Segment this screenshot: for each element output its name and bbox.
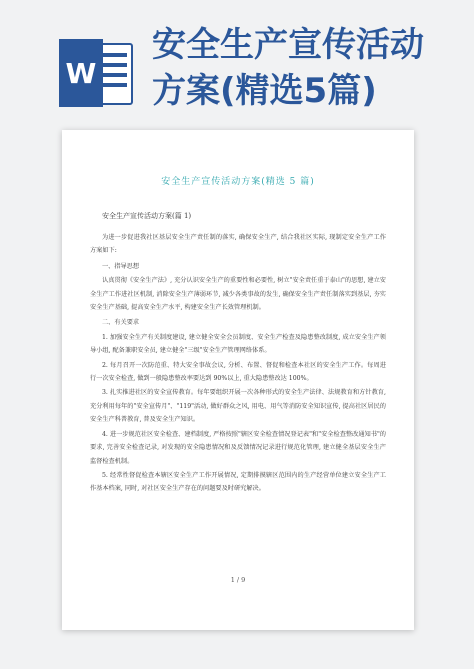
paragraph-item-3: 3. 扎实推进社区的安全宣传教育。每年要组织开展一次各种形式的安全生产法律、法规教育和方针教育, 充分利用每年的"安全宣传月"、"119"活动, 做好群众之风, 用电、用气等消防安全知识宣传, 提高社区居民的安全生产科普教育, 普及安全生产知识。 xyxy=(90,389,386,424)
paragraph-item-5: 5. 经常性督促检查本辖区安全生产工作开展情况, 定期排摸辖区范围内的生产经营单位建立安全生产工作基本档案, 同时, 对社区安全生产存在的问题要及时研究解决。 xyxy=(90,471,386,493)
word-badge: W xyxy=(59,39,103,107)
paragraph-item-1: 1. 加强安全生产有关制度建设, 建立健全安全会员制度、安全生产检查及隐患整改制度, 成立安全生产领导小组, 配备兼职安全员, 建立健全"三级"安全生产管理网络体系。 xyxy=(90,333,386,355)
word-document-icon xyxy=(59,39,137,107)
document-subtitle: 安全生产宣传活动方案(篇 1) xyxy=(102,212,192,220)
section-heading-2: 二、有关要求 xyxy=(102,319,140,327)
document-lines-icon xyxy=(103,53,127,93)
paragraph-guideline: 认真贯彻《安全生产法》, 充分认识安全生产的重要性和必要性, 树立"安全责任重于泰山"的思想, 建立安全生产工作进社区机制, 消除安全生产薄弱环节, 减少各类事故的发生, 确保安全生产责任制落实到基层, 夯实安全生产基础, 提高安全生产水平, 构建安全生产长效管理机制。 xyxy=(90,277,386,312)
banner-title-line-1: 安全生产宣传活动 xyxy=(152,25,424,65)
banner-title-line-2: 方案(精选5篇) xyxy=(152,71,377,111)
paragraph-item-2: 2. 每月召开一次防范重、特大安全事故会议, 分析、布置、督促和检查本社区的安全生产工作。每周进行一次安全检查, 做到一般隐患整改率要达到 90%以上, 重大隐患整改达 100%。 xyxy=(90,361,386,383)
paragraph-intro: 为进一步促进我社区基层安全生产责任制的落实, 确保安全生产, 结合我社区实际, 现制定安全生产工作方案如下: xyxy=(90,234,386,255)
section-heading-1: 一、指导思想 xyxy=(102,262,140,270)
paragraph-item-4: 4. 进一步规范社区安全检查、建档制度, 严格按照"辖区安全检查情况登记表"和"安全检查整改通知书"的要求, 完善安全检查记录, 对发现的安全隐患情况和及反馈情况记录进行规范化管理, 建立健全基层安全生产监督检查机制。 xyxy=(90,430,386,465)
page-number: 1 / 9 xyxy=(230,576,246,584)
document-page xyxy=(62,130,414,630)
document-title: 安全生产宣传活动方案(精选 5 篇) xyxy=(161,177,315,187)
banner-title xyxy=(152,22,452,114)
